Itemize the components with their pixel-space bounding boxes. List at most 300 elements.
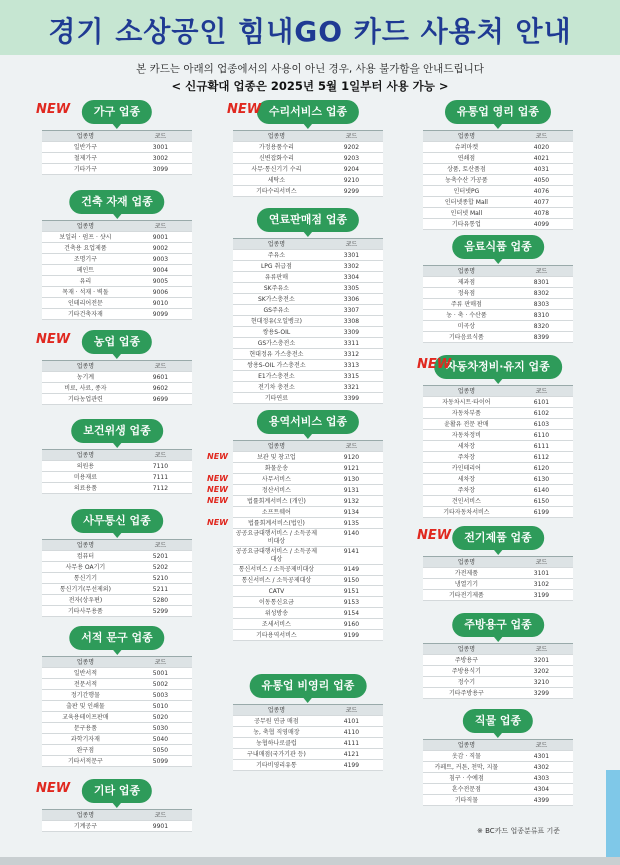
category-code: 4110 (343, 728, 360, 736)
category-name: 윤활유 전문 판매 (444, 420, 489, 428)
category-code: 9602 (152, 384, 169, 392)
table-row (42, 483, 192, 494)
category-name: 혼수전문점 (451, 785, 481, 793)
table-row (42, 668, 192, 679)
category-name: 통신서비스 / 소득공제대상 (241, 576, 312, 584)
table-row (233, 760, 383, 771)
category-name: 정기간행물 (70, 691, 100, 699)
category-code: 3301 (343, 251, 360, 259)
category-name: 문구용품 (73, 724, 97, 732)
table-row (233, 507, 383, 518)
category-code: 4303 (533, 774, 550, 782)
new-row-badge: NEW (207, 518, 228, 527)
column-header-name: 업종명 (76, 132, 95, 140)
category-code: 7110 (152, 462, 169, 470)
category-code: 3307 (343, 306, 360, 314)
category-name: E1가스충전소 (258, 372, 295, 380)
category-name: 정산서비스 (261, 486, 291, 494)
category-code: 6111 (533, 442, 550, 450)
category-name: 출판 및 인쇄물 (66, 702, 105, 710)
category-code: 4020 (533, 143, 550, 151)
table-row (233, 565, 383, 576)
table-row (207, 485, 383, 496)
column-header-name: 업종명 (457, 132, 476, 140)
code-table-health (42, 449, 192, 494)
column-header-name: 업종명 (457, 387, 476, 395)
category-code: 6120 (533, 464, 550, 472)
decorative-bottom-bar (0, 857, 620, 865)
table-row (207, 518, 383, 529)
category-name: 정수기 (457, 678, 476, 686)
header-banner (0, 0, 620, 55)
category-code: 9699 (152, 395, 169, 403)
category-name: 세차장 (457, 442, 476, 450)
category-code: 3099 (152, 165, 169, 173)
category-name: 미곡상 (457, 322, 476, 330)
category-code: 5280 (152, 596, 169, 604)
category-name: 조명기구 (73, 255, 97, 263)
table-row (423, 164, 573, 175)
category-code: 9199 (343, 631, 360, 639)
category-code: 5001 (152, 669, 169, 677)
category-name: 공공요금대행서비스 / 소득공제비대상 (235, 530, 317, 545)
section-title-etc: 기타 업종 (82, 779, 152, 803)
category-name: 기타자동차서비스 (443, 508, 490, 516)
section-title-repair: 수리서비스 업종 (257, 100, 359, 124)
category-code: 5202 (152, 563, 169, 571)
table-row (42, 584, 192, 595)
category-name: 화물운송 (264, 464, 288, 472)
category-code: 5020 (152, 713, 169, 721)
category-name: 자동차부품 (451, 409, 481, 417)
section-title-dist_np: 유통업 비영리 업종 (250, 674, 367, 698)
category-code: 4199 (343, 761, 360, 769)
table-row (233, 142, 383, 153)
category-name: 쌍용S-OIL 가스충전소 (247, 361, 306, 369)
table-row (423, 688, 573, 699)
category-name: 유리 (79, 277, 92, 285)
column-header-name: 업종명 (267, 706, 286, 714)
column-header-name: 업종명 (267, 240, 286, 248)
category-name: 비료, 사료, 종자 (64, 384, 107, 392)
category-code: 3102 (533, 580, 550, 588)
category-name: 공무원 연금 매점 (254, 717, 299, 725)
table-header-row (42, 657, 192, 668)
category-code: 9120 (343, 453, 360, 461)
category-code: 9149 (343, 566, 360, 573)
column-header-name: 업종명 (457, 558, 476, 566)
category-code: 4399 (533, 796, 550, 804)
column-header-name: 업종명 (76, 811, 95, 819)
category-name: 냉열기기 (454, 580, 478, 588)
category-name: 농협하나로클럽 (256, 739, 297, 747)
category-name: 슈퍼마켓 (454, 143, 478, 151)
table-header-row (423, 740, 573, 751)
table-row (423, 507, 573, 518)
table-row (42, 461, 192, 472)
category-name: 조세서비스 (261, 620, 291, 628)
category-code: 9121 (343, 464, 360, 472)
table-header-row (42, 221, 192, 232)
table-row (423, 175, 573, 186)
table-row (423, 579, 573, 590)
table-row (42, 394, 192, 405)
category-name: 세차장 (457, 475, 476, 483)
table-row (233, 250, 383, 261)
category-code: 3201 (533, 656, 550, 664)
category-name: 페인트 (76, 266, 95, 274)
table-header-row (423, 557, 573, 568)
category-code: 3306 (343, 295, 360, 303)
table-row (423, 219, 573, 230)
category-name: 농, 축협 직영매장 (253, 728, 300, 736)
category-name: 주방용구 (454, 656, 478, 664)
table-row (42, 734, 192, 745)
category-name: 사무용 OA기기 (65, 563, 106, 571)
category-name: 통신기기(무선제외) (59, 585, 111, 593)
category-code: 4304 (533, 785, 550, 793)
category-code: 7112 (152, 484, 169, 492)
code-table-dist_np (233, 704, 383, 771)
category-name: 카페트, 커튼, 천막, 지물 (434, 763, 499, 771)
table-row (423, 419, 573, 430)
category-name: 의원용 (76, 462, 95, 470)
table-row (423, 186, 573, 197)
table-row (423, 408, 573, 419)
section-title-agri: 농업 업종 (82, 330, 152, 354)
column-header-code: 코드 (345, 240, 358, 248)
section-title-books: 서적 문구 업종 (69, 626, 164, 650)
category-name: 기타직물 (454, 796, 478, 804)
section-title-elec: 전기제품 업종 (452, 526, 544, 550)
table-row (423, 474, 573, 485)
category-name: 통신기기 (73, 574, 97, 582)
table-header-row (423, 644, 573, 655)
category-name: 사무·통신기기 수리 (251, 165, 302, 173)
category-code: 8320 (533, 322, 550, 330)
table-row (42, 712, 192, 723)
table-header-row (423, 131, 573, 142)
table-row (42, 606, 192, 617)
category-name: GS가스충전소 (257, 339, 296, 347)
category-name: 법률회계서비스(법인) (247, 519, 305, 527)
category-code: 3202 (533, 667, 550, 675)
code-table-fuel (233, 238, 383, 404)
table-header-row (423, 386, 573, 397)
column-header-name: 업종명 (267, 132, 286, 140)
category-name: 컴퓨터 (76, 552, 95, 560)
table-row (423, 299, 573, 310)
category-code: 3001 (152, 143, 169, 151)
table-row (233, 316, 383, 327)
table-row (423, 590, 573, 601)
column-header-code: 코드 (154, 451, 167, 459)
table-header-row (233, 239, 383, 250)
category-code: 8302 (533, 289, 550, 297)
table-row (233, 175, 383, 186)
category-name: 건축용 요업제품 (64, 244, 107, 252)
category-code: 3321 (343, 383, 360, 391)
category-name: 과학기자재 (70, 735, 100, 743)
table-row (423, 655, 573, 666)
table-row (207, 474, 383, 485)
category-name: 가정용품수리 (259, 143, 294, 151)
table-row (42, 701, 192, 712)
category-code: 9204 (343, 165, 360, 173)
category-name: 견인서비스 (451, 497, 481, 505)
new-row-badge: NEW (207, 496, 228, 505)
category-name: 전기차 충전소 (258, 383, 295, 391)
table-row (42, 679, 192, 690)
category-code: 9099 (152, 310, 169, 318)
table-row (423, 677, 573, 688)
table-row (42, 276, 192, 287)
category-code: 6140 (533, 486, 550, 494)
code-table-repair (233, 130, 383, 197)
category-name: 법률회계서비스 (개인) (247, 497, 306, 505)
table-row (423, 784, 573, 795)
category-code: 9210 (343, 176, 360, 184)
category-name: 목재 · 석재 · 벽돌 (62, 288, 109, 296)
category-name: 현대정유(오일뱅크) (250, 317, 302, 325)
table-row (233, 608, 383, 619)
category-code: 8303 (533, 300, 550, 308)
table-row (423, 441, 573, 452)
category-code: 3311 (343, 339, 360, 347)
table-row (233, 749, 383, 760)
category-name: 침구 · 수예점 (449, 774, 484, 782)
table-row (233, 360, 383, 371)
category-name: 기타전기제품 (449, 591, 484, 599)
table-row (42, 153, 192, 164)
category-name: 주차장 (457, 486, 476, 494)
category-name: 통신서비스 / 소득공제비대상 (238, 566, 315, 573)
table-row (42, 265, 192, 276)
category-name: 쌍용S-OIL (262, 328, 291, 336)
column-header-code: 코드 (345, 132, 358, 140)
category-code: 3315 (343, 372, 360, 380)
code-table-car (423, 385, 573, 518)
category-code: 9203 (343, 154, 360, 162)
footnote: ※ BC카드 업종분류표 기준 (477, 827, 560, 835)
table-row (233, 272, 383, 283)
code-table-furniture (42, 130, 192, 175)
category-code: 9005 (152, 277, 169, 285)
category-code: 9002 (152, 244, 169, 252)
code-table-office (42, 539, 192, 617)
category-code: 5099 (152, 757, 169, 765)
section-title-health: 보건위생 업종 (71, 419, 163, 443)
table-row (42, 164, 192, 175)
table-row (233, 529, 383, 547)
category-name: 기타사무용품 (68, 607, 103, 615)
category-code: 6110 (533, 431, 550, 439)
column-header-name: 업종명 (457, 645, 476, 653)
column-header-code: 코드 (154, 362, 167, 370)
code-table-food (423, 265, 573, 343)
category-name: 공공요금대행서비스 / 소득공제대상 (235, 548, 317, 563)
category-code: 3302 (343, 262, 360, 270)
category-code: 8310 (533, 311, 550, 319)
table-row (423, 142, 573, 153)
category-code: 4099 (533, 220, 550, 228)
category-name: 보일러 · 펌프 · 샷시 (59, 233, 112, 241)
category-code: 3399 (343, 394, 360, 402)
page-title: 경기 소상공인 힘내GO 카드 사용처 안내 (48, 15, 572, 48)
table-row (42, 573, 192, 584)
table-row (423, 485, 573, 496)
table-row (42, 821, 192, 832)
category-code: 3002 (152, 154, 169, 162)
category-code: 3305 (343, 284, 360, 292)
column-header-code: 코드 (154, 658, 167, 666)
category-name: 미용재료 (73, 473, 97, 481)
code-table-etc (42, 809, 192, 832)
category-code: 5050 (152, 746, 169, 754)
category-name: 농기계 (76, 373, 95, 381)
category-name: 세탁소 (267, 176, 286, 184)
category-code: 9154 (343, 609, 360, 617)
column-header-code: 코드 (535, 267, 548, 275)
category-name: 소프트웨어 (261, 508, 291, 516)
category-code: 4076 (533, 187, 550, 195)
category-code: 9010 (152, 299, 169, 307)
category-name: 의료용품 (73, 484, 97, 492)
category-name: 완구점 (76, 746, 95, 754)
category-code: 6150 (533, 497, 550, 505)
column-header-code: 코드 (535, 387, 548, 395)
table-row (42, 232, 192, 243)
category-code: 3309 (343, 328, 360, 336)
section-title-textile: 직물 업종 (463, 709, 533, 733)
category-name: 신변잡화수리 (259, 154, 294, 162)
category-code: 5003 (152, 691, 169, 699)
new-badge: NEW (36, 781, 71, 796)
category-name: 인터넷종합 Mall (444, 198, 488, 206)
table-row (233, 393, 383, 404)
category-name: 상품, 토산품점 (447, 165, 486, 173)
table-header-row (42, 450, 192, 461)
category-name: LPG 취급점 (260, 262, 292, 270)
table-row (42, 309, 192, 320)
category-code: 6102 (533, 409, 550, 417)
category-code: 8399 (533, 333, 550, 341)
table-header-row (42, 810, 192, 821)
category-name: 유류판매 (264, 273, 288, 281)
category-code: 9006 (152, 288, 169, 296)
category-name: 전자(상우편) (68, 596, 103, 604)
table-row (423, 310, 573, 321)
category-name: 기타음료식품 (449, 333, 484, 341)
category-code: 9160 (343, 620, 360, 628)
table-row (233, 153, 383, 164)
category-code: 5201 (152, 552, 169, 560)
category-name: 교육용테이프판매 (62, 713, 109, 721)
table-row (233, 164, 383, 175)
category-name: 기타수리서비스 (256, 187, 297, 195)
table-row (233, 305, 383, 316)
category-name: 제과점 (457, 278, 476, 286)
category-code: 7111 (152, 473, 169, 481)
table-header-row (42, 540, 192, 551)
category-code: 4121 (343, 750, 360, 758)
table-row (423, 288, 573, 299)
table-row (423, 773, 573, 784)
category-name: 인테리어전문 (68, 299, 103, 307)
table-row (233, 338, 383, 349)
category-code: 9001 (152, 233, 169, 241)
category-code: 3308 (343, 317, 360, 325)
new-badge: NEW (417, 528, 452, 543)
table-row (42, 142, 192, 153)
section-title-furniture: 가구 업종 (82, 100, 152, 124)
category-name: 가전제품 (454, 569, 478, 577)
code-table-books (42, 656, 192, 767)
category-name: 정육점 (457, 289, 476, 297)
category-code: 5211 (152, 585, 169, 593)
category-name: 인터넷 Mall (450, 209, 483, 217)
decorative-corner (606, 770, 620, 865)
column-header-name: 업종명 (76, 541, 95, 549)
table-row (423, 666, 573, 677)
category-name: 연쇄점 (457, 154, 476, 162)
table-row (423, 208, 573, 219)
column-header-code: 코드 (535, 558, 548, 566)
category-name: CATV (268, 587, 285, 595)
table-row (233, 727, 383, 738)
column-header-code: 코드 (154, 541, 167, 549)
category-code: 4111 (343, 739, 360, 747)
table-row (42, 562, 192, 573)
section-title-car: 자동차정비·유지 업종 (434, 355, 562, 379)
category-code: 4302 (533, 763, 550, 771)
category-code: 9135 (343, 519, 360, 527)
table-row (423, 153, 573, 164)
table-row (233, 294, 383, 305)
table-row (207, 452, 383, 463)
table-row (207, 496, 383, 507)
table-row (423, 751, 573, 762)
new-row-badge: NEW (207, 485, 228, 494)
category-code: 6101 (533, 398, 550, 406)
table-row (423, 430, 573, 441)
category-code: 3313 (343, 361, 360, 369)
column-header-code: 코드 (535, 645, 548, 653)
new-badge: NEW (36, 102, 71, 117)
table-row (42, 254, 192, 265)
new-row-badge: NEW (207, 474, 228, 483)
category-name: 기타용역서비스 (256, 631, 297, 639)
table-row (42, 287, 192, 298)
table-row (233, 186, 383, 197)
column-header-code: 코드 (154, 811, 167, 819)
column-header-code: 코드 (345, 706, 358, 714)
column-header-code: 코드 (154, 222, 167, 230)
table-row (233, 597, 383, 608)
category-name: 농축수산 가공품 (445, 176, 488, 184)
table-header-row (233, 131, 383, 142)
category-code: 9601 (152, 373, 169, 381)
column-header-name: 업종명 (267, 442, 286, 450)
subtitle-text: 본 카드는 아래의 업종에서의 사용이 아닌 경우, 사용 불가함을 안내드립니다 (136, 63, 484, 75)
category-code: 6130 (533, 475, 550, 483)
category-name: 주류 판매점 (450, 300, 482, 308)
category-name: 농 · 축 · 수산품 (446, 311, 487, 319)
column-header-name: 업종명 (76, 222, 95, 230)
category-code: 5040 (152, 735, 169, 743)
column-header-name: 업종명 (76, 451, 95, 459)
category-name: 위성방송 (264, 609, 288, 617)
